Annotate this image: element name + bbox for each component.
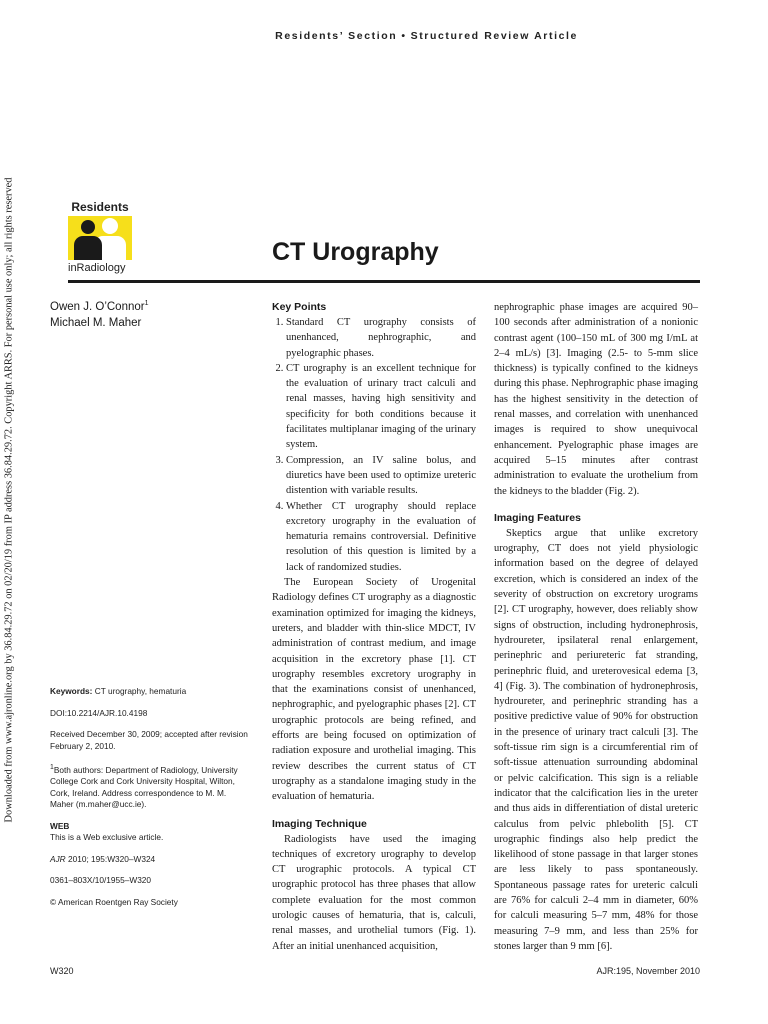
download-notice-text: Downloaded from www.ajronline.org by 36.84.29.72 on 02/20/19 from IP address 36.84.29.72. Copyright ARRS. For personal use only; all rights reserved: [3, 177, 15, 823]
citation-details: 2010; 195:W320–W324: [65, 853, 156, 864]
key-point: 4. Whether CT urography should replace excretory urography in the evaluation of hematuria remains controversial. Definitive resolution of this question is limited by a lack of randomized studies.: [286, 499, 476, 575]
technique-paragraph: Radiologists have used the imaging techniques of excretory urography to develop CT urographic protocols. A typical CT urographic protocol has three phases that allow complete evaluation for the most common urologic causes of hematuria, that is, calculi, renal masses, and urothelial tumors (Fig. 1). After an initial unenhanced acquisition,: [272, 833, 476, 952]
doi: DOI:10.2214/AJR.10.4198: [50, 707, 148, 718]
section-heading: Imaging Features: [494, 511, 581, 524]
author-name: Michael M. Maher: [50, 316, 142, 329]
section-label: Residents’ Section: [275, 30, 398, 42]
key-points-heading: Key Points: [272, 301, 327, 313]
intro-paragraph: The European Society of Urogenital Radiology defines CT urography as a diagnostic examination optimized for imaging the kidneys, ureters, and bladder with thin-slice MDCT, IV administration of contrast medium, and image acquisition in the excretory phase [1]. CT urography resembles excretory urography in that the examinations consist of unenhanced, nephrographic, and pyelographic phases [2]. CT urographic protocols are being refined, and efforts are being focused on optimization of radiation exposure and urothelial imaging. This review describes the current status of CT urography as a standalone imaging study in the evaluation of hematuria.: [272, 577, 476, 803]
article-metadata: [50, 686, 250, 918]
keywords-label: Keywords:: [50, 686, 93, 696]
section-gap: [494, 499, 698, 511]
section-gap: [272, 805, 476, 817]
dark-figure-icon: [72, 216, 104, 260]
keywords-text: CT urography, hematuria: [94, 686, 187, 696]
logo-tagline: inRadiology: [68, 262, 126, 274]
affiliation: [50, 762, 250, 811]
affiliation-mark: 1: [144, 300, 149, 307]
title-rule: [68, 280, 700, 283]
body-column-left: [272, 300, 476, 954]
body-column-right: [494, 300, 698, 954]
citation: [50, 854, 250, 866]
web-heading: WEB: [50, 820, 70, 831]
features-paragraph: Skeptics argue that unlike excretory urography, CT does not yield physiologic information based on the degree of delayed excretion, which is considered an index of the severity of obstruction on excretory urograms [2]. CT urography, however, does reliably show signs of obstruction, including hydronephrosis, hydroureter, ipsilateral renal enlargement, perinephric and periureteric fat stranding, perinephric fluid, and ureterovesical edema [3, 4] (Fig. 3). The combination of hydronephrosis, hydroureter, and perinephric stranding has a positive predictive value of 90% for obstruction in the presence of urinary tract calculi [3]. The soft-tissue rim sign is a circumferential rim of soft-tissue attenuation surrounding abdominal or pelvic calcification. This sign is a reliable indicator that the calcification lies in the ureter and thus aids in differentiation of distal ureteric calculus from pelvic phlebolith [5]. CT urographic findings also help predict the likelihood of stone passage in that larger stones are less likely to pass spontaneously. Spontaneous passage rates for ureteric calculi are 76% for calculi 2–4 mm in diameter, 60% for calculi measuring 5–7 mm, 48% for those measuring 7–9 mm, and less than 25% for stones larger than 9 mm [6].: [494, 527, 698, 952]
author-1: [50, 296, 149, 315]
key-point: 1. Standard CT urography consists of unenhanced, nephrographic, and pyelographic phases.: [286, 315, 476, 361]
affiliation-mark: 1: [50, 764, 54, 771]
logo-word: Residents: [71, 200, 129, 214]
key-point: 2. CT urography is an excellent technique for the evaluation of urinary tract calculi and renal masses, having high sensitivity and specificity for both conditions because it facilitates multiplanar imaging of the urinary system.: [286, 361, 476, 453]
article-type-label: Structured Review Article: [410, 30, 578, 42]
citation-journal: AJR: [50, 853, 66, 864]
key-point: 3. Compression, an IV saline bolus, and diuretics have been used to optimize ureteric distention with variable results.: [286, 453, 476, 499]
running-header: [275, 30, 578, 42]
keywords: [50, 686, 250, 698]
download-notice: [2, 177, 16, 823]
author-list: [50, 296, 149, 331]
author-2: [50, 315, 149, 331]
logo-figures: [68, 216, 132, 260]
received-dates: Received December 30, 2009; accepted after revision February 2, 2010.: [50, 729, 248, 751]
copyright: © American Roentgen Ray Society: [50, 896, 178, 907]
web-text: This is a Web exclusive article.: [50, 832, 164, 843]
section-heading: Imaging Technique: [272, 817, 367, 830]
page-number: W320: [50, 966, 74, 976]
journal-footer: AJR:195, November 2010: [596, 966, 700, 976]
article-title: CT Urography: [272, 238, 439, 266]
header-bullet: •: [401, 30, 407, 42]
author-name: Owen J. O’Connor: [50, 300, 145, 313]
continued-paragraph: nephrographic phase images are acquired 90–100 seconds after administration of a nonionic contrast agent (100–150 mL of 300 mg I/mL at 2–4 mL/s) [3]. Imaging (2.5- to 5-mm slice thickness) is typically confined to the kidneys during this phase. Nephrographic phase imaging has the highest sensitivity in the detection of renal masses, and correlation with unenhanced images is required to show unequivocal enhancement. Pyelographic phase images are acquired 5–15 minutes after contrast administration to evaluate the urothelium from the kidneys to the bladder (Fig. 2).: [494, 302, 698, 497]
issn: 0361–803X/10/1955–W320: [50, 875, 152, 886]
affiliation-text: Both authors: Department of Radiology, University College Cork and Cork University Hospital, Wilton, Cork, Ireland. Address correspondence to M. M. Maher (m.maher@ucc.ie).: [50, 764, 238, 810]
residents-logo: [68, 200, 132, 278]
key-points-list: [272, 315, 476, 575]
